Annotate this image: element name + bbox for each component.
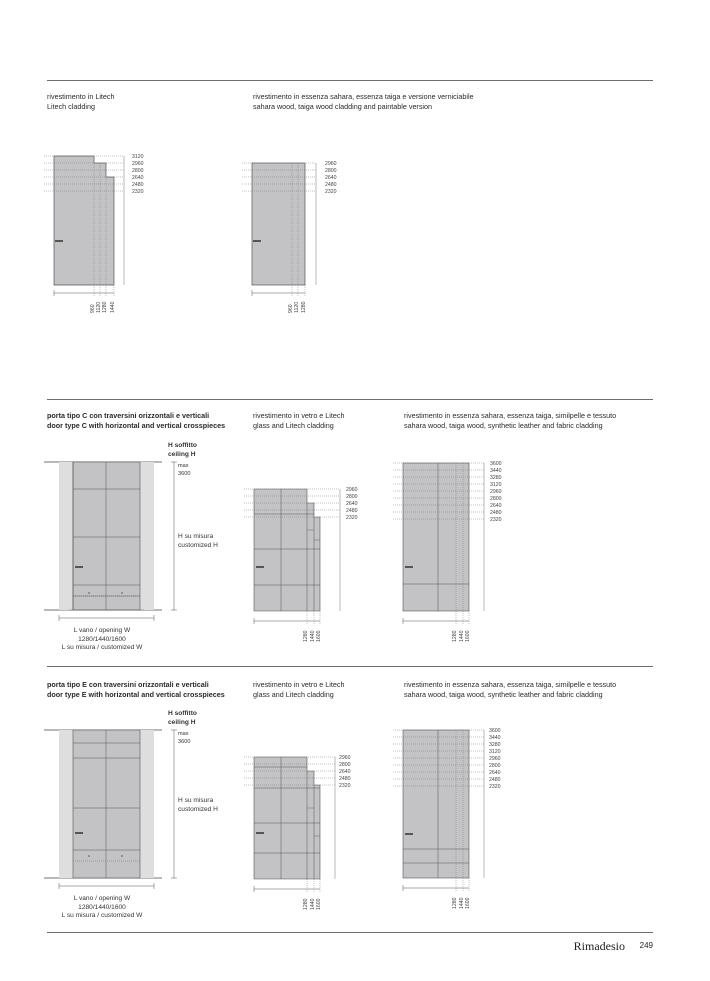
width-label: 960 bbox=[90, 304, 96, 313]
door-panel bbox=[254, 757, 320, 879]
height-label: 2640 bbox=[490, 503, 502, 509]
width-label: 1120 bbox=[294, 301, 300, 313]
height-label: 2800 bbox=[132, 168, 144, 174]
width-label: 1280 bbox=[301, 301, 307, 313]
caption: rivestimento in essenza sahara, essenza taiga e versione verniciabile sahara wood, taiga wood cladding and paintable version bbox=[253, 92, 474, 111]
brand-logo: Rimadesio bbox=[573, 939, 625, 953]
height-label: 2480 bbox=[132, 182, 144, 188]
door-panel bbox=[252, 163, 305, 285]
height-label: 2480 bbox=[346, 508, 358, 514]
width-label: 1280 bbox=[303, 630, 309, 642]
max-height-label: max 3600 bbox=[178, 463, 191, 477]
height-label: 3600 bbox=[489, 728, 501, 734]
height-label: 2640 bbox=[132, 175, 144, 181]
section-title: porta tipo C con traversini orizzontali e verticali door type C with horizontal and vertical crosspieces bbox=[47, 411, 226, 430]
door-handle bbox=[75, 832, 83, 834]
height-label: 2960 bbox=[490, 489, 502, 495]
door-elevation-c bbox=[44, 455, 184, 625]
opening-width-label: L vano / opening W 1280/1440/1600 L su misura / customized W bbox=[61, 895, 143, 919]
page-number: 249 bbox=[639, 941, 653, 950]
height-label: 2320 bbox=[490, 517, 502, 523]
door-handle bbox=[405, 566, 413, 568]
height-label: 3280 bbox=[489, 742, 501, 748]
height-label: 3280 bbox=[490, 475, 502, 481]
height-label: 2320 bbox=[346, 515, 358, 521]
height-label: 2640 bbox=[346, 501, 358, 507]
height-label: 2640 bbox=[325, 175, 337, 181]
width-label: 960 bbox=[288, 304, 294, 313]
door-handle bbox=[405, 833, 413, 835]
height-label: 2800 bbox=[490, 496, 502, 502]
width-label: 1440 bbox=[459, 897, 465, 909]
height-label: 3120 bbox=[490, 482, 502, 488]
height-label: 2320 bbox=[339, 783, 351, 789]
door-diagram-glass-litech bbox=[244, 748, 364, 918]
height-label: 3440 bbox=[490, 468, 502, 474]
door-handle bbox=[256, 832, 264, 834]
door-panel bbox=[54, 156, 114, 285]
width-label: 1280 bbox=[452, 630, 458, 642]
width-label: 1600 bbox=[316, 898, 322, 910]
door-diagram-wood bbox=[242, 150, 342, 320]
door-diagram-litech bbox=[44, 150, 144, 320]
height-label: 3600 bbox=[490, 461, 502, 467]
height-label: 2480 bbox=[325, 182, 337, 188]
height-label: 3120 bbox=[132, 154, 144, 160]
height-label: 2800 bbox=[325, 168, 337, 174]
door-diagram-wood-leather bbox=[393, 455, 513, 645]
height-label: 2640 bbox=[339, 769, 351, 775]
caption: rivestimento in Litech Litech cladding bbox=[47, 92, 115, 111]
height-label: 2480 bbox=[490, 510, 502, 516]
width-label: 1600 bbox=[465, 630, 471, 642]
door-panel bbox=[73, 730, 140, 878]
ceiling-label: H soffitto ceiling H bbox=[168, 710, 197, 726]
door-diagram-glass-litech bbox=[244, 480, 364, 650]
door-panel bbox=[403, 463, 469, 611]
height-label: 2960 bbox=[339, 755, 351, 761]
height-label: 2800 bbox=[489, 763, 501, 769]
width-label: 1120 bbox=[96, 301, 102, 313]
door-panel bbox=[73, 462, 140, 610]
width-label: 1440 bbox=[310, 898, 316, 910]
section-title: porta tipo E con traversini orizzontali e verticali door type E with horizontal and vertical crosspieces bbox=[47, 680, 225, 699]
door-elevation-e bbox=[44, 723, 184, 893]
caption: rivestimento in vetro e Litech glass and Litech cladding bbox=[253, 680, 345, 699]
height-label: 3120 bbox=[489, 749, 501, 755]
height-label: 2320 bbox=[132, 189, 144, 195]
opening-width-label: L vano / opening W 1280/1440/1600 L su misura / customized W bbox=[61, 627, 143, 651]
door-handle bbox=[55, 240, 63, 242]
width-label: 1280 bbox=[102, 301, 108, 313]
door-panel bbox=[403, 730, 469, 878]
height-label: 2960 bbox=[132, 161, 144, 167]
height-label: 2320 bbox=[489, 784, 501, 790]
section-divider bbox=[47, 399, 653, 400]
width-label: 1600 bbox=[465, 897, 471, 909]
width-label: 1440 bbox=[110, 301, 116, 313]
door-handle bbox=[75, 566, 83, 568]
height-label: 2960 bbox=[346, 487, 358, 493]
width-label: 1440 bbox=[310, 630, 316, 642]
height-label: 2960 bbox=[325, 161, 337, 167]
custom-height-label: H su misura customized H bbox=[178, 797, 218, 813]
custom-height-label: H su misura customized H bbox=[178, 533, 218, 549]
height-label: 2800 bbox=[339, 762, 351, 768]
max-height-label: max 3600 bbox=[178, 731, 191, 745]
height-label: 2640 bbox=[489, 770, 501, 776]
height-label: 2800 bbox=[346, 494, 358, 500]
caption: rivestimento in essenza sahara, essenza taiga, similpelle e tessuto sahara wood, taiga wood, synthetic leather and fabric cladding bbox=[404, 411, 617, 430]
door-handle bbox=[253, 240, 261, 242]
caption: rivestimento in essenza sahara, essenza taiga, similpelle e tessuto sahara wood, taiga wood, synthetic leather and fabric cladding bbox=[404, 680, 617, 699]
section-divider bbox=[47, 666, 653, 667]
top-rule bbox=[47, 80, 653, 81]
height-label: 2320 bbox=[325, 189, 337, 195]
width-label: 1280 bbox=[303, 898, 309, 910]
door-handle bbox=[256, 566, 264, 568]
height-label: 2480 bbox=[489, 777, 501, 783]
height-label: 3440 bbox=[489, 735, 501, 741]
width-label: 1440 bbox=[459, 630, 465, 642]
door-panel bbox=[254, 489, 320, 611]
ceiling-label: H soffitto ceiling H bbox=[168, 442, 197, 458]
caption: rivestimento in vetro e Litech glass and Litech cladding bbox=[253, 411, 345, 430]
width-label: 1280 bbox=[452, 897, 458, 909]
door-diagram-wood-leather bbox=[393, 722, 513, 912]
height-label: 2960 bbox=[489, 756, 501, 762]
bottom-rule bbox=[47, 932, 653, 933]
width-label: 1600 bbox=[316, 630, 322, 642]
height-label: 2480 bbox=[339, 776, 351, 782]
